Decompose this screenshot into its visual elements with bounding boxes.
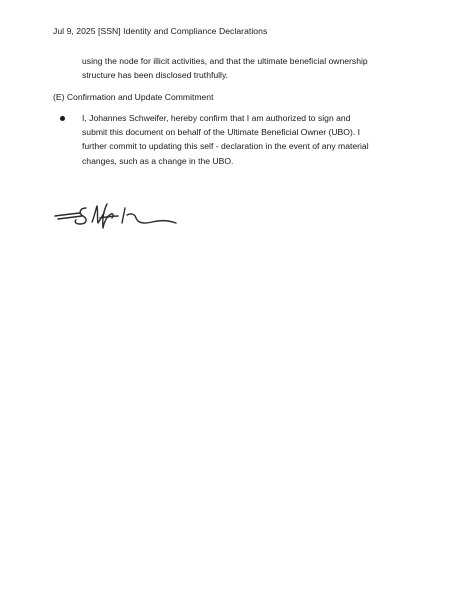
bullet-line: submit this document on behalf of the Ultimate Beneficial Owner (UBO). I — [82, 127, 360, 138]
signature-icon — [52, 196, 182, 236]
bullet-text — [82, 111, 369, 168]
bullet-line: changes, such as a change in the UBO. — [82, 155, 234, 166]
continuation-paragraph — [82, 54, 368, 82]
bullet-line: I, Johannes Schweifer, hereby confirm that I am authorized to sign and — [82, 113, 351, 123]
bullet-icon — [60, 116, 65, 121]
section-e-heading: (E) Confirmation and Update Commitment — [53, 92, 214, 102]
paragraph-line: structure has been disclosed truthfully. — [82, 70, 229, 81]
page-header: Jul 9, 2025 [SSN] Identity and Compliance Declarations — [53, 26, 268, 36]
paragraph-line: using the node for illicit activities, and that the ultimate beneficial ownership — [82, 56, 368, 66]
bullet-line: further commit to updating this self - declaration in the event of any material — [82, 141, 369, 152]
